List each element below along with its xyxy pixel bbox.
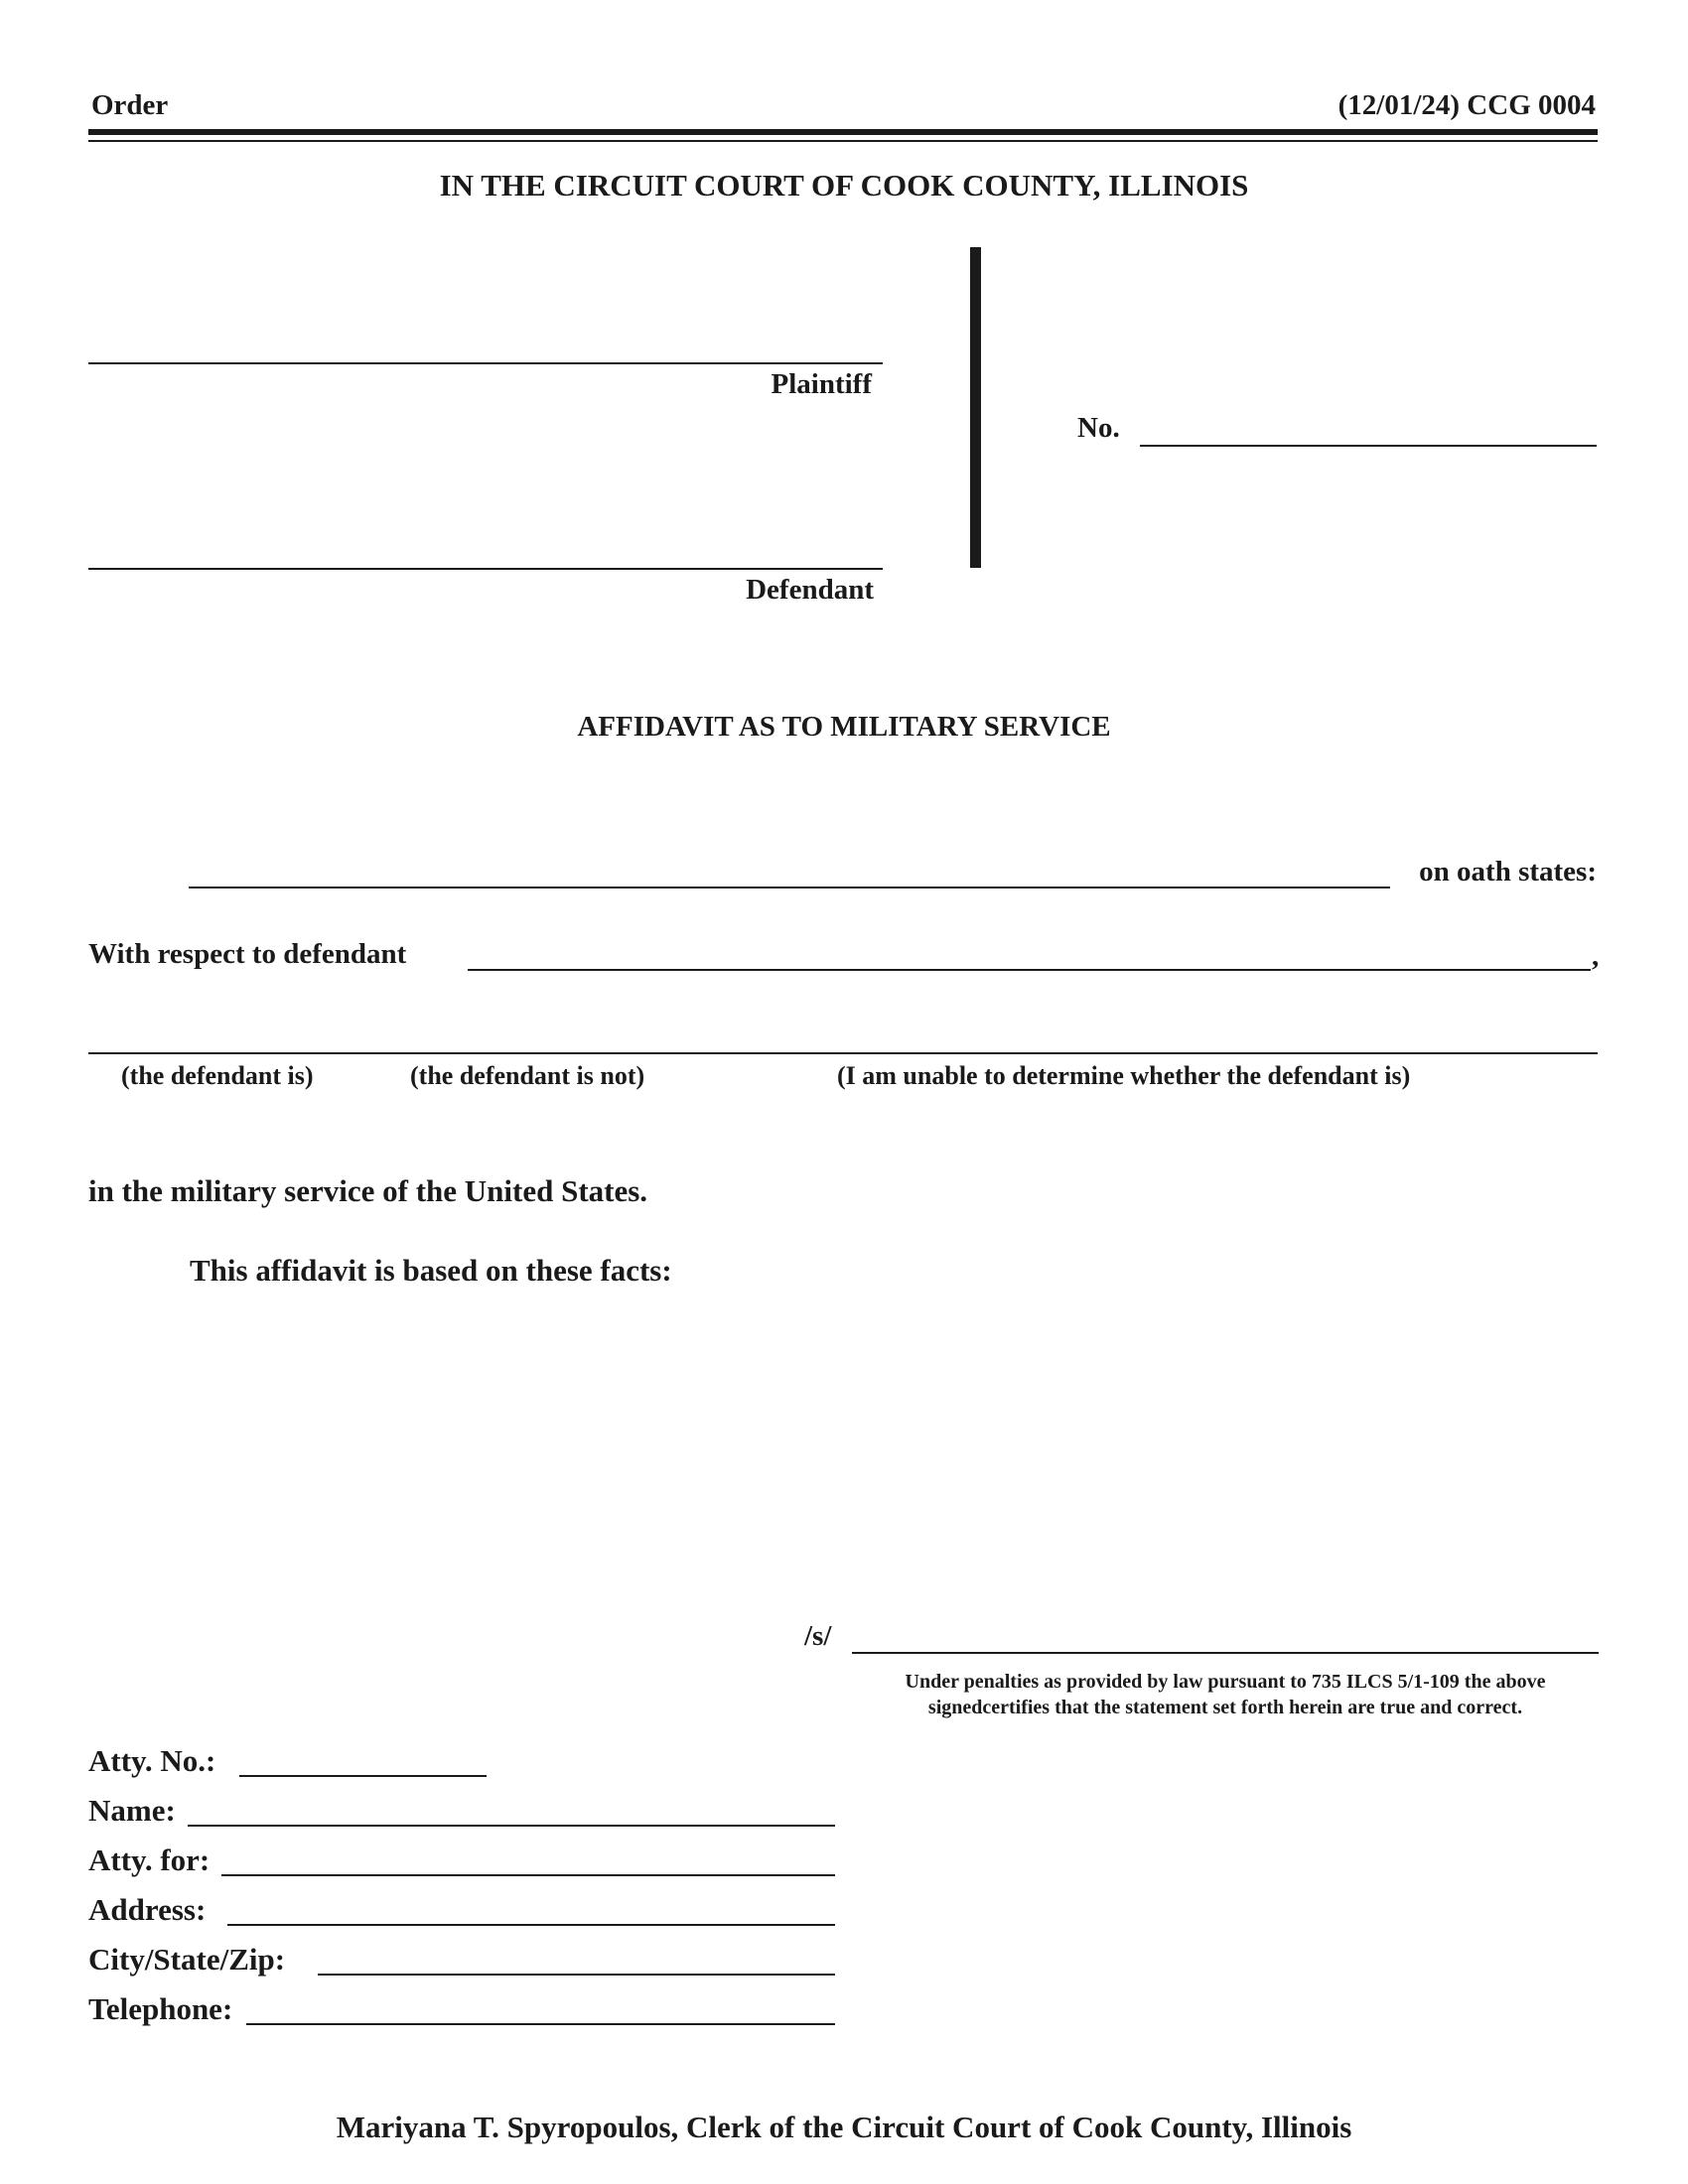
affiant-input[interactable] (191, 851, 1387, 885)
defendant-line (88, 568, 883, 570)
form-title: AFFIDAVIT AS TO MILITARY SERVICE (577, 711, 1111, 743)
telephone-line (246, 2023, 835, 2025)
option-unable-to-determine: (I am unable to determine whether the defendant is) (837, 1061, 1411, 1090)
atty-no-line (239, 1775, 487, 1777)
certification-line-2: signedcertifies that the statement set forth herein are true and correct. (927, 1697, 1523, 1718)
military-status-line (88, 1052, 1598, 1054)
address-line (227, 1924, 835, 1926)
plaintiff-label: Plaintiff (771, 368, 872, 400)
defendant-name-line (468, 969, 1591, 971)
header-rule-thick (88, 129, 1598, 135)
facts-area[interactable] (190, 1300, 1595, 1598)
option-defendant-is-not: (the defendant is not) (410, 1061, 645, 1090)
caption-divider-bar (970, 247, 981, 568)
plaintiff-line (88, 362, 883, 364)
signature-input[interactable] (854, 1616, 1597, 1650)
defendant-prefix: With respect to defendant (88, 938, 407, 970)
telephone-label: Telephone: (88, 1991, 233, 2026)
atty-name-line (188, 1825, 835, 1827)
case-number-label: No. (1077, 412, 1120, 444)
case-number-line (1140, 445, 1597, 447)
defendant-name-input[interactable] (470, 933, 1587, 967)
address-input[interactable] (229, 1890, 833, 1922)
defendant-comma: , (1592, 940, 1600, 972)
signature-prefix: /s/ (804, 1620, 832, 1652)
header-rule-thin (88, 140, 1598, 142)
city-state-zip-line (318, 1974, 835, 1976)
certification-line-1: Under penalties as provided by law pursuant to 735 ILCS 5/1-109 the above (905, 1671, 1546, 1693)
military-service-statement: in the military service of the United States. (88, 1173, 648, 1208)
atty-name-label: Name: (88, 1793, 176, 1828)
atty-name-input[interactable] (190, 1791, 833, 1823)
case-number-input[interactable] (1142, 409, 1594, 443)
military-status-input[interactable] (91, 1017, 1591, 1050)
court-title: IN THE CIRCUIT COURT OF COOK COUNTY, ILLINOIS (439, 168, 1249, 203)
oath-suffix: on oath states: (1419, 856, 1597, 887)
facts-intro: This affidavit is based on these facts: (190, 1253, 672, 1288)
affiant-line (189, 887, 1390, 888)
atty-for-input[interactable] (223, 1841, 833, 1872)
option-defendant-is: (the defendant is) (121, 1061, 314, 1090)
defendant-label: Defendant (746, 574, 874, 606)
header-form-code: (12/01/24) CCG 0004 (1337, 89, 1596, 121)
atty-for-line (221, 1874, 835, 1876)
defendant-input[interactable] (91, 532, 876, 566)
header-form-type: Order (91, 89, 169, 121)
atty-no-input[interactable] (241, 1741, 485, 1773)
city-state-zip-input[interactable] (320, 1940, 833, 1972)
plaintiff-input[interactable] (91, 328, 876, 361)
atty-for-label: Atty. for: (88, 1843, 211, 1877)
address-label: Address: (88, 1892, 207, 1927)
atty-no-label: Atty. No.: (88, 1743, 216, 1778)
city-state-zip-label: City/State/Zip: (88, 1942, 286, 1977)
telephone-input[interactable] (248, 1989, 833, 2021)
signature-line (852, 1652, 1599, 1654)
footer-clerk: Mariyana T. Spyropoulos, Clerk of the Circuit Court of Cook County, Illinois (336, 2110, 1352, 2144)
